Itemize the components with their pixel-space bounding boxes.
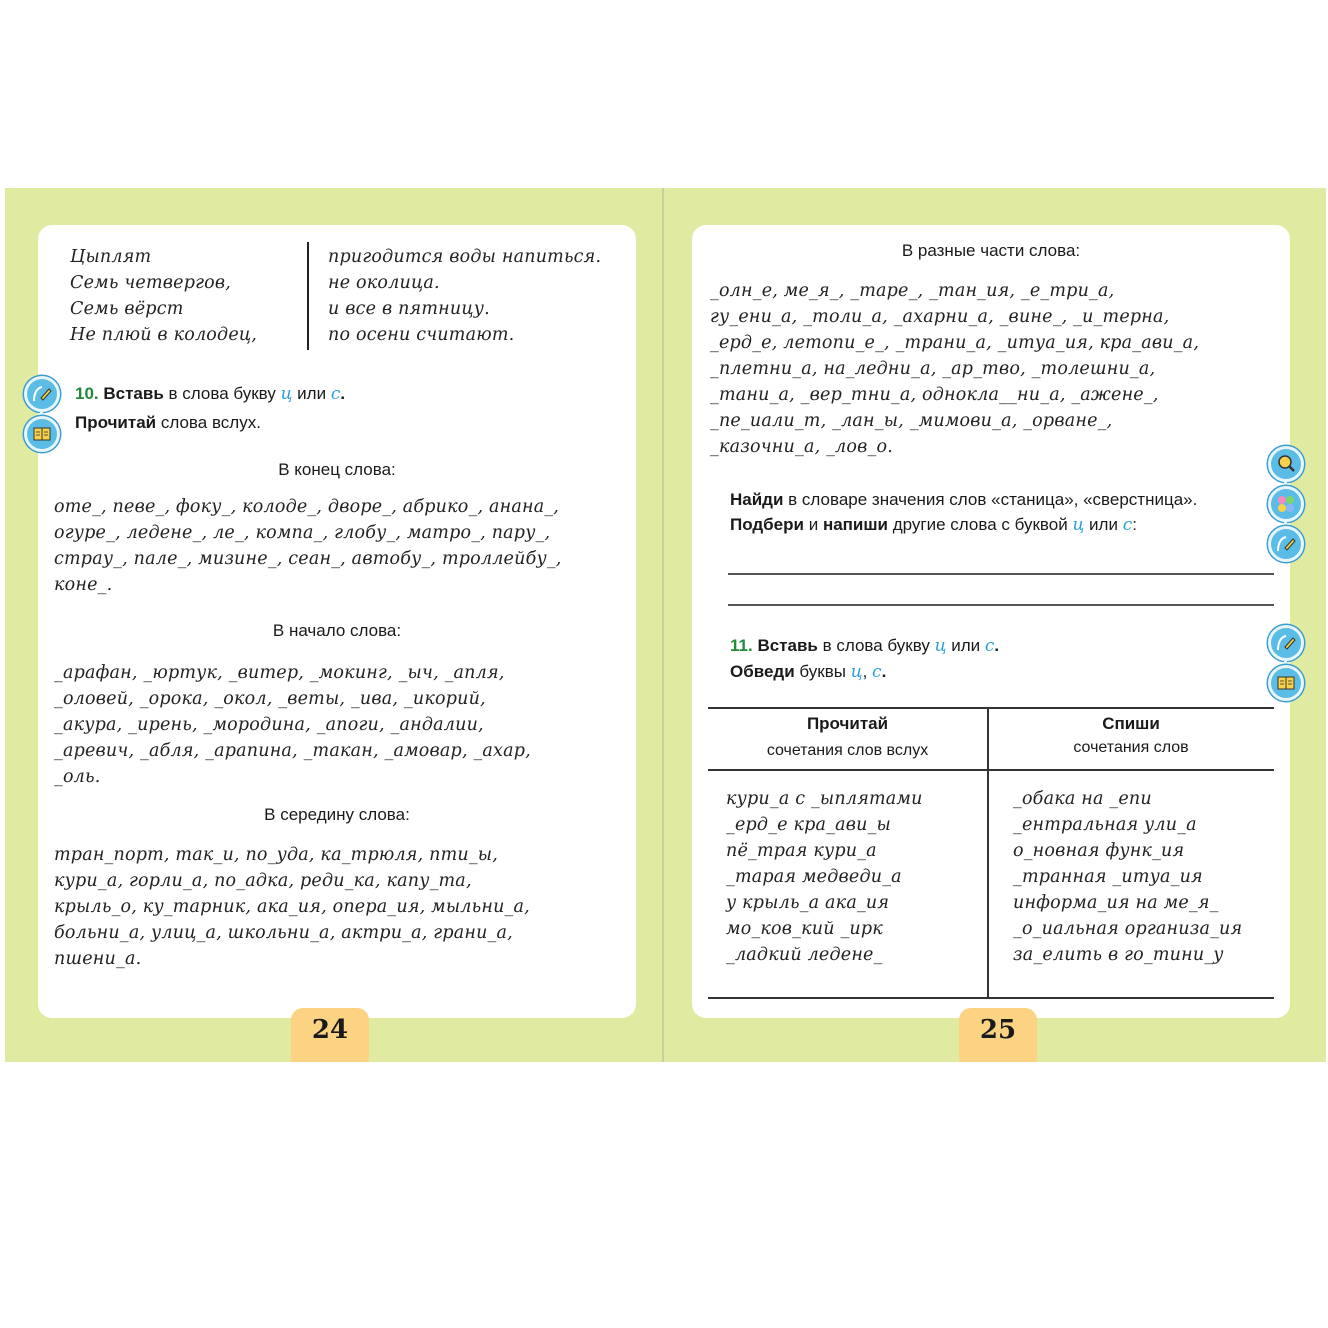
letter-s: с (984, 636, 995, 656)
section-heading: В разные части слова: (901, 241, 1081, 260)
table-cell-line: у крыль_а ака_ия (726, 893, 890, 913)
exercise-lines-end (54, 494, 562, 598)
table-cell-line: _ладкий ледене_ (726, 945, 883, 965)
letter-s: с (1122, 515, 1133, 535)
table-col2-lines (1013, 786, 1242, 968)
instruction-verb: Вставь (103, 384, 164, 403)
table-bottom-border (708, 997, 1274, 999)
exercise-10-line1 (75, 384, 345, 404)
punctuation: , (862, 662, 868, 681)
exercise-line: _пе_иали_т, _лан_ы, _мимови_а, _орване_, (710, 411, 1113, 431)
exercise-line: _арафан, _юртук, _витер, _мокинг, _ыч, _апля, (54, 663, 505, 683)
pencil-icon (1268, 526, 1304, 562)
page-number: 24 (291, 1008, 369, 1062)
letter-s: с (330, 384, 341, 404)
letter-s: с (872, 662, 882, 682)
book-spine (662, 188, 664, 1062)
exercise-line: больни_а, улиц_а, школьни_а, актри_а, грани_а, (54, 923, 513, 943)
letter-ts: ц (934, 636, 947, 656)
punctuation: . (994, 636, 1000, 655)
exercise-line: тран_порт, так_и, по_уда, ка_трюля, пти_ы, (54, 845, 499, 865)
table-col1-subheader: сочетания слов вслух (766, 742, 929, 759)
page-number: 25 (959, 1008, 1037, 1062)
exercise-11-line2 (730, 662, 886, 682)
punctuation: : (1132, 515, 1137, 534)
instruction-verb: напиши (822, 515, 888, 534)
table-col1-title: Прочитай (806, 714, 889, 733)
letter-ts: ц (280, 384, 293, 404)
poem-line: Цыплят (70, 247, 152, 267)
instruction-text: в слова букву (822, 636, 930, 655)
exercise-line: _олн_е, ме_я_, _таре_, _тан_ия, _е_три_а, (710, 281, 1115, 301)
table-top-border (708, 707, 1274, 709)
instruction-verb: Прочитай (75, 413, 157, 432)
poem-line: Не плюй в колодец, (70, 325, 258, 345)
exercise-line: _оловей, _орока, _окол, _веты, _ива, _икорий, (54, 689, 486, 709)
instruction-text: слова вслух. (160, 413, 261, 432)
table-col1-lines (726, 786, 923, 968)
table-cell-line: _тарая медведи_а (726, 867, 902, 887)
exercise-line: страу_, пале_, мизине_, сеан_, автобу_, троллейбу_, (54, 549, 562, 569)
dots-icon (1268, 486, 1304, 522)
find-task-line2 (730, 515, 1137, 535)
exercise-lines-parts (710, 278, 1199, 460)
table-col2-title: Спиши (1102, 714, 1160, 733)
table-cell-line: _ерд_е кра_ави_ы (726, 815, 891, 835)
exercise-line: коне_. (54, 575, 113, 595)
exercise-line: _аревич, _абля, _арапина, _такан, _амовар, _ахар, (54, 741, 531, 761)
exercise-line: кури_а, горли_а, по_адка, реди_ка, капу_та, (54, 871, 472, 891)
instruction-text: или (297, 384, 327, 403)
instruction-verb: Подбери (730, 515, 804, 534)
exercise-line: крыль_о, ку_тарник, ака_ия, опера_ия, мыльни_а, (54, 897, 530, 917)
exercise-number: 10. (75, 384, 99, 403)
table-cell-line: за_елить в го_тини_у (1013, 945, 1224, 965)
table-col2-subheader: сочетания слов (1073, 739, 1189, 756)
instruction-text: буквы (799, 662, 846, 681)
exercise-line: _акура, _ирень, _мородина, _апоги, _андалии, (54, 715, 484, 735)
instruction-text: другие слова с буквой (892, 515, 1068, 534)
instruction-text: или (951, 636, 981, 655)
exercise-11-line1 (730, 636, 999, 656)
poem-line: Семь вёрст (70, 299, 184, 319)
poem-right-column (328, 244, 601, 348)
section-heading: В начало слова: (272, 621, 402, 640)
instruction-verb: Найди (730, 490, 784, 509)
table-cell-line: _о_иальная организа_ия (1013, 919, 1243, 939)
instruction-text: в слова букву (168, 384, 276, 403)
exercise-lines-middle (54, 842, 530, 972)
writing-line (728, 573, 1274, 575)
instruction-text: в словаре значения слов «станица», «сверстница». (788, 490, 1198, 509)
writing-line (728, 604, 1274, 606)
table-cell-line: мо_ков_кий _ирк (726, 919, 883, 939)
section-heading: В конец слова: (278, 460, 396, 479)
exercise-line: _казочни_а, _лов_о. (710, 437, 893, 457)
exercise-10-line2 (75, 413, 261, 433)
instruction-verb: Обведи (730, 662, 795, 681)
poem-line: не околица. (328, 273, 440, 293)
table-cell-line: пё_трая кури_а (726, 841, 877, 861)
exercise-line: _ерд_е, летопи_е_, _трани_а, _итуа_ия, кра_ави_а, (710, 333, 1200, 353)
table-cell-line: _обака на _епи (1013, 789, 1152, 809)
exercise-line: оте_, певе_, фоку_, колоде_, дворе_, абрико_, анана_, (54, 497, 560, 517)
poem-left-column (70, 244, 257, 348)
table-cell-line: _ентральная ули_а (1013, 815, 1197, 835)
exercise-line: пшени_а. (54, 949, 142, 969)
table-cell-line: _транная _итуа_ия (1013, 867, 1203, 887)
instruction-text: и (808, 515, 819, 534)
exercise-line: гу_ени_а, _толи_а, _ахарни_а, _вине_, _и_терна, (710, 307, 1170, 327)
pencil-icon (1268, 625, 1304, 661)
table-col2-header (988, 714, 1274, 734)
punctuation: . (340, 384, 346, 403)
magnifier-icon (1268, 446, 1304, 482)
exercise-number: 11. (730, 636, 753, 655)
exercise-line: _плетни_а, на_ледни_а, _ар_тво, _толешни_а, (710, 359, 1156, 379)
pencil-icon (24, 376, 60, 412)
book-icon (24, 416, 60, 452)
punctuation: . (881, 662, 887, 681)
poem-divider (307, 242, 309, 350)
find-task-line1 (730, 490, 1197, 510)
table-cell-line: о_новная функ_ия (1013, 841, 1185, 861)
table-col1-header (708, 714, 987, 734)
poem-line: пригодится воды напиться. (328, 247, 602, 267)
exercise-line: огуре_, ледене_, ле_, компа_, глобу_, матро_, пару_, (54, 523, 551, 543)
book-icon (1268, 665, 1304, 701)
table-header-border (708, 769, 1274, 771)
letter-ts: ц (850, 662, 863, 682)
exercise-line: _тани_а, _вер_тни_а, однокла__ни_а, _ажене_, (710, 385, 1159, 405)
table-cell-line: кури_а с _ыплятами (726, 789, 923, 809)
section-heading: В середину слова: (264, 805, 410, 824)
poem-line: по осени считают. (328, 325, 515, 345)
poem-line: Семь четвергов, (70, 273, 232, 293)
exercise-lines-start (54, 660, 531, 790)
instruction-verb: Вставь (757, 636, 818, 655)
letter-ts: ц (1072, 515, 1085, 535)
instruction-text: или (1089, 515, 1118, 534)
poem-line: и все в пятницу. (328, 299, 490, 319)
table-cell-line: информа_ия на ме_я_ (1013, 893, 1219, 913)
exercise-line: _оль. (54, 767, 101, 787)
